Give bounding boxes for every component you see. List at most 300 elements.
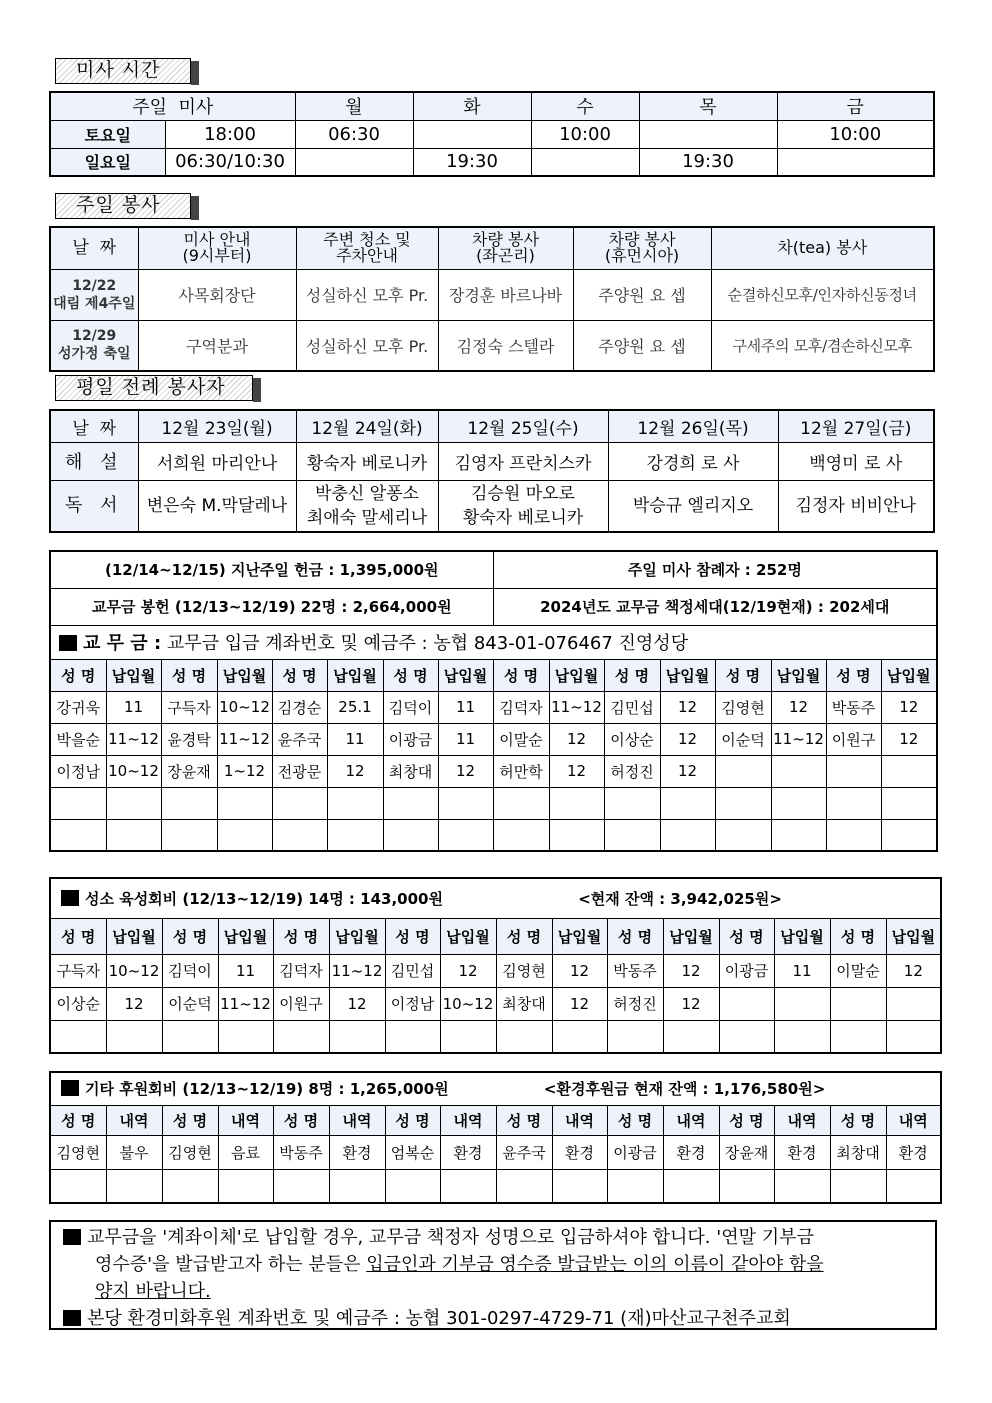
col-name: 성 명	[830, 1105, 886, 1135]
name-cell: 엄복순	[385, 1135, 440, 1169]
row-label-commentary: 해 설	[50, 442, 138, 480]
service-cell: 성실하신 모후 Pr.	[296, 320, 438, 371]
name-cell	[272, 819, 327, 851]
value-cell: 12	[552, 987, 607, 1020]
col-name: 성 명	[383, 659, 438, 691]
header-day: 12월 23일(월)	[138, 410, 296, 442]
header-tea-service: 차(tea) 봉사	[711, 227, 934, 269]
col-name: 성 명	[272, 659, 327, 691]
name-cell: 이광금	[607, 1135, 663, 1169]
value-cell: 10~12	[106, 954, 162, 987]
name-cell: 이말순	[493, 723, 549, 755]
mass-time-cell	[639, 120, 777, 148]
value-cell: 환경	[663, 1135, 719, 1169]
name-cell	[493, 819, 549, 851]
value-cell	[774, 1169, 830, 1203]
value-cell: 12	[440, 954, 496, 987]
service-cell: 순결하신모후/인자하신동정녀	[711, 269, 934, 320]
volunteer-cell: 김영자 프란치스카	[438, 442, 608, 480]
col-name: 성 명	[719, 918, 774, 954]
contribution-data-body	[50, 691, 937, 851]
value-cell: 11	[106, 691, 161, 723]
col-name: 성 명	[161, 659, 217, 691]
name-cell: 김덕자	[493, 691, 549, 723]
col-paid: 납입월	[106, 918, 162, 954]
col-name: 성 명	[830, 918, 886, 954]
mass-time-cell: 06:30/10:30	[165, 148, 295, 176]
value-cell: 25.1	[327, 691, 383, 723]
col-paid: 납입월	[660, 659, 715, 691]
name-cell	[50, 1020, 106, 1053]
name-cell: 전광문	[272, 755, 327, 787]
col-detail: 내역	[329, 1105, 385, 1135]
name-cell	[161, 787, 217, 819]
name-cell: 김경순	[272, 691, 327, 723]
mass-time-cell	[777, 148, 934, 176]
service-cell: 주양원 요 셉	[573, 269, 711, 320]
vocation-data-body	[50, 954, 941, 1053]
value-cell	[552, 1169, 607, 1203]
col-paid: 납입월	[106, 659, 161, 691]
sunday-service-header-row	[50, 227, 934, 269]
name-cell	[493, 787, 549, 819]
value-cell: 12	[552, 954, 607, 987]
col-name: 성 명	[826, 659, 881, 691]
value-cell	[886, 987, 941, 1020]
section-label-weekday-liturgy	[55, 375, 253, 401]
service-date-cell: 12/22 대림 제4주일	[50, 269, 138, 320]
contribution-row	[50, 787, 937, 819]
sunday-service-row	[50, 320, 934, 371]
value-cell: 12	[663, 954, 719, 987]
name-cell: 김영현	[715, 691, 771, 723]
mass-time-cell: 19:30	[413, 148, 531, 176]
vocation-fund-balance: <현재 잔액 : 3,942,025원>	[578, 889, 782, 908]
value-cell: 12	[886, 954, 941, 987]
value-cell: 환경	[552, 1135, 607, 1169]
name-cell: 이원구	[826, 723, 881, 755]
header-wed: 수	[531, 92, 639, 120]
name-cell: 허만학	[493, 755, 549, 787]
vocation-column-header-row	[50, 918, 941, 954]
value-cell: 11~12	[329, 954, 385, 987]
value-cell	[552, 1020, 607, 1053]
name-cell: 이말순	[830, 954, 886, 987]
name-cell: 김영현	[496, 954, 552, 987]
volunteer-cell: 백영미 로 사	[778, 442, 934, 480]
name-cell	[719, 1020, 774, 1053]
value-cell	[106, 1020, 162, 1053]
header-tue: 화	[413, 92, 531, 120]
volunteer-cell: 강경희 로 사	[608, 442, 778, 480]
value-cell	[218, 1169, 273, 1203]
value-cell	[774, 987, 830, 1020]
service-date-cell: 12/29 성가정 축일	[50, 320, 138, 371]
header-day: 12월 26일(목)	[608, 410, 778, 442]
name-cell: 최창대	[383, 755, 438, 787]
name-cell: 구득자	[50, 954, 106, 987]
volunteer-cell: 서희원 마리안나	[138, 442, 296, 480]
mass-attendance: 주일 미사 참례자 : 252명	[493, 551, 937, 588]
col-paid: 납입월	[886, 918, 941, 954]
contribution-table	[49, 550, 938, 852]
name-cell: 이광금	[719, 954, 774, 987]
value-cell	[771, 787, 826, 819]
mass-time-cell: 10:00	[777, 120, 934, 148]
value-cell	[881, 819, 937, 851]
contribution-total: 교무금 봉헌 (12/13~12/19) 22명 : 2,664,000원	[50, 588, 493, 625]
value-cell	[327, 819, 383, 851]
name-cell: 장윤재	[161, 755, 217, 787]
col-name: 성 명	[607, 918, 663, 954]
volunteer-cell: 김승원 마오로 황숙자 베로니카	[438, 480, 608, 532]
value-cell	[329, 1169, 385, 1203]
header-date: 날 짜	[50, 227, 138, 269]
value-cell	[774, 1020, 830, 1053]
col-paid: 납입월	[327, 659, 383, 691]
col-detail: 내역	[218, 1105, 273, 1135]
name-cell	[50, 819, 106, 851]
volunteer-cell: 김정자 비비안나	[778, 480, 934, 532]
value-cell	[663, 1020, 719, 1053]
contribution-account-row	[50, 625, 937, 659]
value-cell: 12	[549, 755, 604, 787]
value-cell: 11~12	[771, 723, 826, 755]
value-cell: 12	[327, 755, 383, 787]
service-cell: 성실하신 모후 Pr.	[296, 269, 438, 320]
value-cell: 12	[881, 723, 937, 755]
header-day: 12월 24일(화)	[296, 410, 438, 442]
col-name: 성 명	[715, 659, 771, 691]
name-cell	[496, 1169, 552, 1203]
name-cell	[719, 987, 774, 1020]
offering-summary-row	[50, 551, 937, 588]
name-cell	[607, 1020, 663, 1053]
name-cell: 김민섭	[385, 954, 440, 987]
service-cell: 구세주의 모후/겸손하신모후	[711, 320, 934, 371]
account-info: 교무금 입금 계좌번호 및 예금주 : 농협 843-01-076467 진영성당	[166, 633, 689, 654]
value-cell	[329, 1020, 385, 1053]
value-cell	[881, 787, 937, 819]
vocation-row	[50, 1020, 941, 1053]
vocation-fund-title-row	[50, 878, 941, 918]
weekday-header-row	[50, 410, 934, 442]
mass-times-table	[49, 91, 935, 177]
value-cell: 11~12	[217, 723, 272, 755]
value-cell	[660, 819, 715, 851]
name-cell: 김덕자	[273, 954, 329, 987]
name-cell: 장윤재	[719, 1135, 774, 1169]
name-cell: 이원구	[273, 987, 329, 1020]
col-paid: 납입월	[663, 918, 719, 954]
name-cell	[607, 1169, 663, 1203]
header-mass-guide: 미사 안내 (9시부터)	[138, 227, 296, 269]
name-cell: 구득자	[161, 691, 217, 723]
name-cell: 김영현	[50, 1135, 106, 1169]
name-cell: 김덕이	[383, 691, 438, 723]
other-support-title: 기타 후원회비 (12/13~12/19) 8명 : 1,265,000원	[85, 1080, 449, 1099]
value-cell: 11	[438, 691, 493, 723]
name-cell	[161, 819, 217, 851]
square-bullet-icon	[63, 1310, 81, 1326]
mass-time-cell	[413, 120, 531, 148]
name-cell	[830, 987, 886, 1020]
name-cell	[272, 787, 327, 819]
col-name: 성 명	[162, 1105, 218, 1135]
value-cell	[106, 819, 161, 851]
contribution-row	[50, 723, 937, 755]
col-name: 성 명	[50, 659, 106, 691]
name-cell: 최창대	[496, 987, 552, 1020]
value-cell	[886, 1169, 941, 1203]
name-cell: 이상순	[604, 723, 660, 755]
name-cell: 박을순	[50, 723, 106, 755]
volunteer-cell: 박충신 알퐁소 최애숙 말세리나	[296, 480, 438, 532]
value-cell	[327, 787, 383, 819]
value-cell	[217, 787, 272, 819]
name-cell	[385, 1020, 440, 1053]
col-paid: 납입월	[438, 659, 493, 691]
section-label-sunday-service	[55, 193, 191, 219]
notice-box	[49, 1220, 937, 1330]
value-cell: 환경	[774, 1135, 830, 1169]
name-cell	[385, 1169, 440, 1203]
name-cell	[830, 1020, 886, 1053]
value-cell	[886, 1020, 941, 1053]
header-thu: 목	[639, 92, 777, 120]
value-cell	[217, 819, 272, 851]
value-cell: 11	[327, 723, 383, 755]
value-cell	[881, 755, 937, 787]
name-cell	[383, 787, 438, 819]
service-cell: 장경훈 바르나바	[438, 269, 573, 320]
header-car-service-2: 차량 봉사 (휴먼시아)	[573, 227, 711, 269]
value-cell	[549, 787, 604, 819]
value-cell	[106, 787, 161, 819]
value-cell: 10~12	[440, 987, 496, 1020]
contribution-row	[50, 755, 937, 787]
value-cell: 환경	[329, 1135, 385, 1169]
mass-times-header-row	[50, 92, 934, 120]
notice-line-4: 본당 환경미화후원 계좌번호 및 예금주 : 농협 301-0297-4729-71 (재)마산교구천주교회	[87, 1308, 791, 1329]
service-cell: 김정숙 스텔라	[438, 320, 573, 371]
col-paid: 납입월	[217, 659, 272, 691]
mass-times-row-sunday	[50, 148, 934, 176]
value-cell	[771, 755, 826, 787]
value-cell: 환경	[440, 1135, 496, 1169]
name-cell: 김덕이	[162, 954, 218, 987]
name-cell	[162, 1169, 218, 1203]
value-cell: 12	[660, 755, 715, 787]
value-cell: 12	[329, 987, 385, 1020]
value-cell: 11~12	[218, 987, 273, 1020]
name-cell: 최창대	[830, 1135, 886, 1169]
col-name: 성 명	[719, 1105, 774, 1135]
value-cell: 12	[549, 723, 604, 755]
other-support-data-body	[50, 1135, 941, 1203]
name-cell	[826, 787, 881, 819]
weekday-reader-row	[50, 480, 934, 532]
name-cell: 이상순	[50, 987, 106, 1020]
name-cell	[715, 755, 771, 787]
square-bullet-icon	[61, 890, 79, 906]
value-cell: 12	[106, 987, 162, 1020]
value-cell: 음료	[218, 1135, 273, 1169]
service-cell: 주양원 요 셉	[573, 320, 711, 371]
name-cell	[830, 1169, 886, 1203]
value-cell	[440, 1020, 496, 1053]
value-cell	[218, 1020, 273, 1053]
row-label-reader: 독 서	[50, 480, 138, 532]
value-cell: 12	[660, 691, 715, 723]
name-cell	[826, 755, 881, 787]
value-cell: 12	[881, 691, 937, 723]
name-cell	[162, 1020, 218, 1053]
col-paid: 납입월	[329, 918, 385, 954]
weekday-commentary-row	[50, 442, 934, 480]
weekday-liturgy-label-text: 평일 전례 봉사자	[76, 376, 226, 398]
name-cell: 윤주국	[272, 723, 327, 755]
col-paid: 납입월	[218, 918, 273, 954]
volunteer-cell: 황숙자 베로니카	[296, 442, 438, 480]
name-cell	[273, 1020, 329, 1053]
col-name: 성 명	[496, 1105, 552, 1135]
col-paid: 납입월	[771, 659, 826, 691]
vocation-row	[50, 954, 941, 987]
value-cell	[663, 1169, 719, 1203]
service-cell: 구역분과	[138, 320, 296, 371]
service-cell: 사목회장단	[138, 269, 296, 320]
contribution-row	[50, 819, 937, 851]
header-cleaning-parking: 주변 청소 및 주차안내	[296, 227, 438, 269]
other-support-row	[50, 1169, 941, 1203]
sunday-service-row	[50, 269, 934, 320]
col-detail: 내역	[552, 1105, 607, 1135]
notice-line-2: 영수증'을 발급받고자 하는 분들은	[95, 1254, 367, 1275]
sunday-service-label-text: 주일 봉사	[76, 194, 161, 216]
name-cell	[715, 787, 771, 819]
vocation-fund-title: 성소 육성회비 (12/13~12/19) 14명 : 143,000원	[85, 889, 443, 908]
name-cell	[826, 819, 881, 851]
value-cell: 12	[663, 987, 719, 1020]
header-day: 12월 25일(수)	[438, 410, 608, 442]
name-cell	[719, 1169, 774, 1203]
col-detail: 내역	[106, 1105, 162, 1135]
other-support-title-row	[50, 1072, 941, 1105]
col-name: 성 명	[162, 918, 218, 954]
contribution-summary-row	[50, 588, 937, 625]
header-date: 날 짜	[50, 410, 138, 442]
square-bullet-icon	[63, 1229, 81, 1245]
assessed-households: 2024년도 교무금 책정세대(12/19현재) : 202세대	[493, 588, 937, 625]
mass-time-cell: 10:00	[531, 120, 639, 148]
col-detail: 내역	[663, 1105, 719, 1135]
other-support-column-header-row	[50, 1105, 941, 1135]
col-detail: 내역	[774, 1105, 830, 1135]
header-fri: 금	[777, 92, 934, 120]
col-name: 성 명	[50, 1105, 106, 1135]
section-label-mass-times	[55, 58, 191, 84]
col-paid: 납입월	[552, 918, 607, 954]
name-cell	[50, 1169, 106, 1203]
name-cell: 김영현	[162, 1135, 218, 1169]
value-cell: 환경	[886, 1135, 941, 1169]
col-paid: 납입월	[881, 659, 937, 691]
name-cell: 이광금	[383, 723, 438, 755]
mass-times-label-text: 미사 시간	[76, 59, 161, 81]
header-sunday-mass: 주일 미사	[50, 92, 295, 120]
other-support-table	[49, 1071, 942, 1204]
square-bullet-icon	[59, 635, 77, 651]
value-cell	[440, 1169, 496, 1203]
mass-time-cell	[295, 148, 413, 176]
name-cell: 이순덕	[715, 723, 771, 755]
name-cell	[273, 1169, 329, 1203]
name-cell: 박동주	[607, 954, 663, 987]
contribution-row	[50, 691, 937, 723]
mass-times-row-saturday	[50, 120, 934, 148]
name-cell	[496, 1020, 552, 1053]
value-cell: 12	[660, 723, 715, 755]
value-cell: 12	[771, 691, 826, 723]
volunteer-cell: 변은숙 M.막달레나	[138, 480, 296, 532]
name-cell	[604, 819, 660, 851]
value-cell: 11	[774, 954, 830, 987]
col-name: 성 명	[496, 918, 552, 954]
value-cell: 불우	[106, 1135, 162, 1169]
col-name: 성 명	[493, 659, 549, 691]
col-paid: 납입월	[774, 918, 830, 954]
mass-time-cell	[531, 148, 639, 176]
col-detail: 내역	[440, 1105, 496, 1135]
col-name: 성 명	[273, 1105, 329, 1135]
name-cell: 윤주국	[496, 1135, 552, 1169]
name-cell: 강귀욱	[50, 691, 106, 723]
col-name: 성 명	[273, 918, 329, 954]
mass-time-cell: 18:00	[165, 120, 295, 148]
value-cell: 10~12	[217, 691, 272, 723]
notice-line-1: 교무금을 '계좌이체'로 납입할 경우, 교무금 책정자 성명으로 입금하셔야 합니다. '연말 기부금	[87, 1227, 814, 1248]
col-name: 성 명	[385, 918, 440, 954]
volunteer-cell: 박승규 엘리지오	[608, 480, 778, 532]
name-cell: 윤경탁	[161, 723, 217, 755]
name-cell: 박동주	[826, 691, 881, 723]
header-day: 12월 27일(금)	[778, 410, 934, 442]
name-cell: 이순덕	[162, 987, 218, 1020]
value-cell	[549, 819, 604, 851]
value-cell: 1~12	[217, 755, 272, 787]
row-label-saturday: 토요일	[50, 120, 165, 148]
name-cell	[50, 787, 106, 819]
name-cell: 박동주	[273, 1135, 329, 1169]
value-cell: 11~12	[549, 691, 604, 723]
value-cell: 12	[438, 755, 493, 787]
header-car-service-1: 차량 봉사 (좌곤리)	[438, 227, 573, 269]
col-name: 성 명	[385, 1105, 440, 1135]
value-cell: 11~12	[106, 723, 161, 755]
weekday-liturgy-table	[49, 409, 935, 533]
value-cell	[771, 819, 826, 851]
value-cell	[660, 787, 715, 819]
name-cell: 허정진	[607, 987, 663, 1020]
name-cell: 이정남	[50, 755, 106, 787]
name-cell: 김민섭	[604, 691, 660, 723]
vocation-fund-table	[49, 877, 942, 1054]
value-cell: 11	[218, 954, 273, 987]
row-label-sunday: 일요일	[50, 148, 165, 176]
value-cell	[438, 819, 493, 851]
col-name: 성 명	[50, 918, 106, 954]
